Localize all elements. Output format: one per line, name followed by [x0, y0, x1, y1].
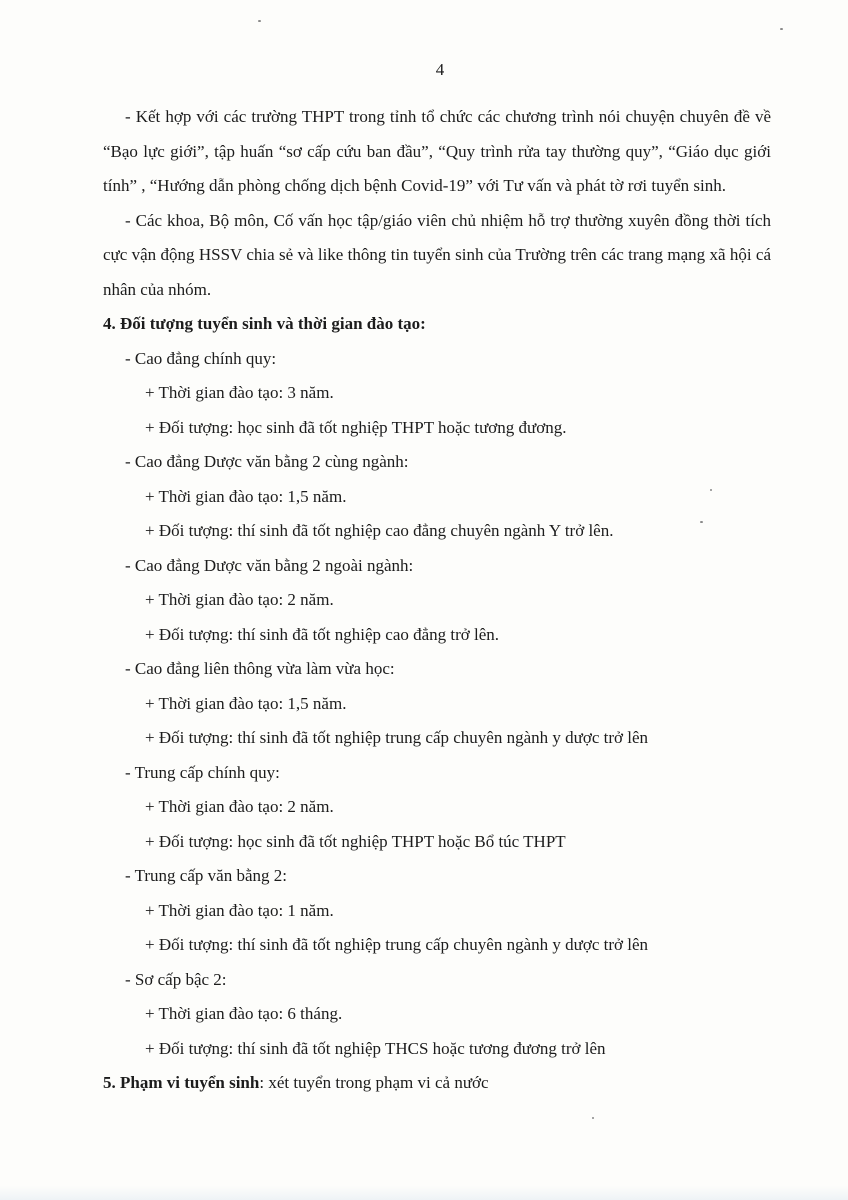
program-target: + Đối tượng: thí sinh đã tốt nghiệp trung cấp chuyên ngành y dược trở lên — [145, 728, 649, 747]
program-item — [103, 652, 771, 756]
program-target: + Đối tượng: học sinh đã tốt nghiệp THPT hoặc Bổ túc THPT — [145, 831, 566, 851]
paragraph-social-media: - Các khoa, Bộ môn, Cố vấn học tập/giáo viên chủ nhiệm hỗ trợ thường xuyên đồng thời tích cực vận động HSSV chia sẻ và like thông tin tuyển sinh của Trường trên các trang mạng xã hội cá nhân của nhóm. — [103, 210, 771, 299]
program-target: + Đối tượng: thí sinh đã tốt nghiệp cao đẳng chuyên ngành Y trở lên. — [145, 521, 614, 540]
program-name: - Cao đẳng Dược văn bằng 2 ngoài ngành: — [125, 555, 414, 575]
program-name: - Sơ cấp bậc 2: — [125, 969, 227, 989]
program-name: - Cao đẳng liên thông vừa làm vừa học: — [125, 659, 395, 678]
section-5-heading — [103, 1066, 771, 1101]
program-duration: + Thời gian đào tạo: 2 năm. — [145, 590, 334, 609]
program-item — [103, 859, 771, 963]
section-4-heading: 4. Đối tượng tuyển sinh và thời gian đào tạo: — [103, 314, 426, 333]
scan-speck — [780, 28, 783, 30]
program-duration: + Thời gian đào tạo: 2 năm. — [145, 797, 334, 816]
program-name: - Cao đẳng chính quy: — [125, 348, 277, 368]
program-duration: + Thời gian đào tạo: 1,5 năm. — [145, 693, 347, 713]
program-list — [103, 342, 771, 1067]
program-item — [103, 445, 771, 549]
program-duration: + Thời gian đào tạo: 1 năm. — [145, 900, 334, 920]
program-duration: + Thời gian đào tạo: 3 năm. — [145, 383, 334, 402]
scan-speck — [592, 1117, 594, 1119]
section-5-title: 5. Phạm vi tuyển sinh — [103, 1073, 260, 1092]
scan-bottom-edge — [0, 1186, 848, 1200]
scan-speck — [700, 521, 703, 523]
program-target: + Đối tượng: thí sinh đã tốt nghiệp THCS hoặc tương đương trở lên — [145, 1038, 606, 1058]
program-item — [103, 549, 771, 653]
program-target: + Đối tượng: học sinh đã tốt nghiệp THPT hoặc tương đương. — [145, 417, 567, 437]
program-name: - Cao đẳng Dược văn bằng 2 cùng ngành: — [125, 452, 409, 471]
program-item — [103, 342, 771, 446]
program-item — [103, 963, 771, 1067]
scan-speck — [710, 489, 712, 491]
program-target: + Đối tượng: thí sinh đã tốt nghiệp cao đẳng trở lên. — [145, 624, 500, 644]
program-duration: + Thời gian đào tạo: 6 tháng. — [145, 1004, 343, 1023]
section-5-text: : xét tuyển trong phạm vi cả nước — [259, 1073, 489, 1092]
program-name: - Trung cấp văn bằng 2: — [125, 866, 287, 885]
program-target: + Đối tượng: thí sinh đã tốt nghiệp trung cấp chuyên ngành y dược trở lên — [145, 935, 649, 954]
program-name: - Trung cấp chính quy: — [125, 762, 280, 782]
program-duration: + Thời gian đào tạo: 1,5 năm. — [145, 486, 347, 506]
scan-speck — [258, 20, 261, 22]
program-item — [103, 756, 771, 860]
page-number: 4 — [435, 60, 445, 79]
document-body — [103, 100, 771, 1101]
paragraph-outreach: - Kết hợp với các trường THPT trong tỉnh tổ chức các chương trình nói chuyện chuyên đề về “Bạo lực giới”, tập huấn “sơ cấp cứu ban đầu”, “Quy trình rửa tay thường quy”, “Giáo dục giới tính” , “Hướng dẫn phòng chống dịch bệnh Covid-19” với Tư vấn và phát tờ rơi tuyển sinh. — [103, 107, 771, 195]
